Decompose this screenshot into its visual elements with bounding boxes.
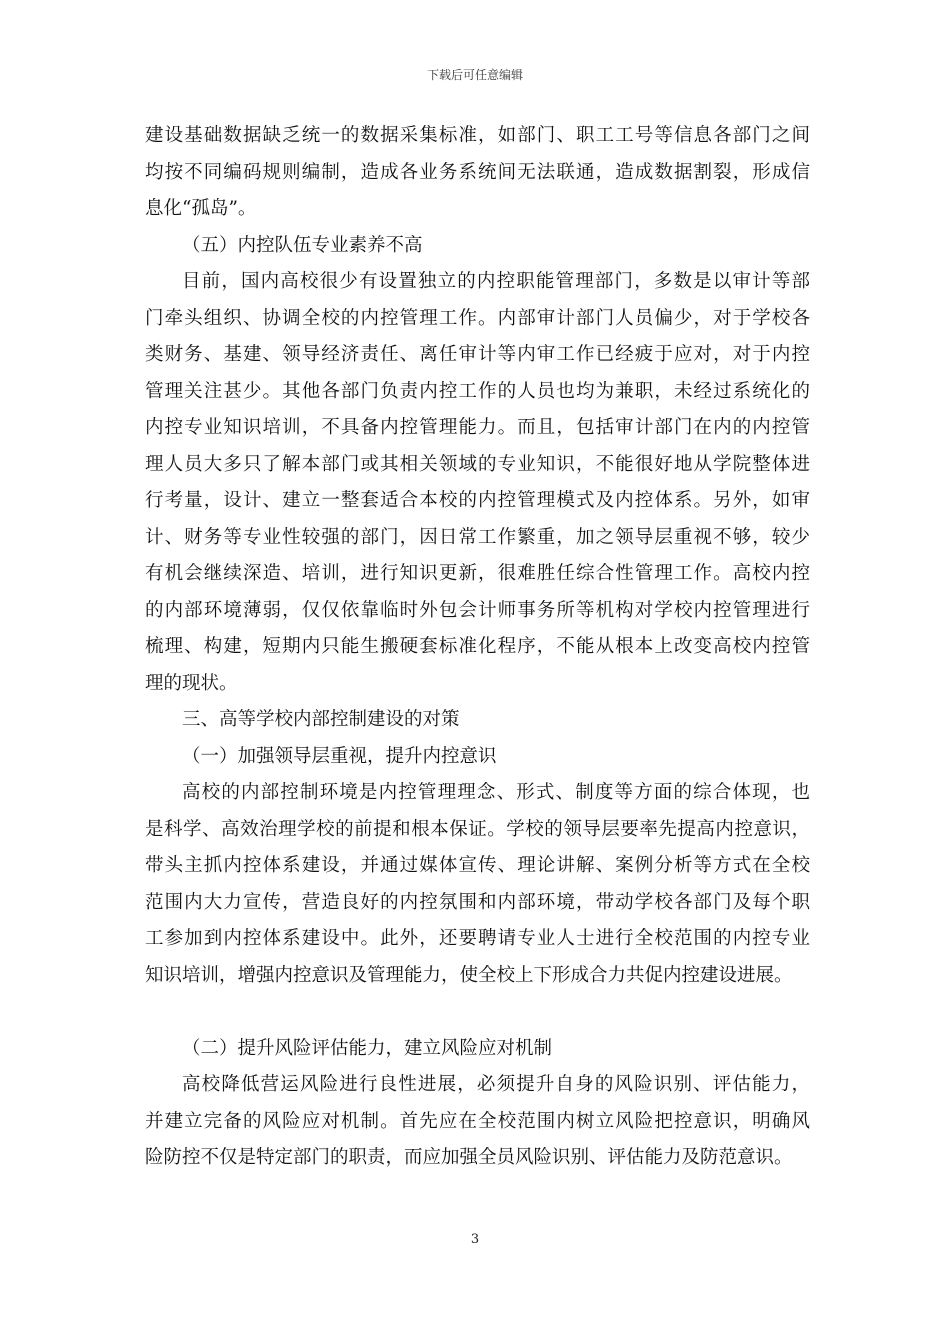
text-line: 管理关注甚少。其他各部门负责内控工作的人员也均为兼职，未经过系统化的: [145, 380, 810, 402]
text-line: 三、高等学校内部控制建设的对策: [182, 709, 460, 730]
text-line: 带头主抓内控体系建设，并通过媒体宣传、理论讲解、案例分析等方式在全校: [145, 855, 810, 876]
text-line: 理人员大多只了解本部门或其相关领域的专业知识，不能很好地从学院整体进: [145, 453, 810, 475]
text-line: 息化“孤岛”。: [145, 198, 257, 219]
text-line: 计、财务等专业性较强的部门，因日常工作繁重，加之领导层重视不够，较少: [145, 526, 810, 548]
text-line: （二）提升风险评估能力，建立风险应对机制: [182, 1037, 553, 1059]
text-line: 内控专业知识培训，不具备内控管理能力。而且，包括审计部门在内的内控管: [145, 417, 810, 438]
text-line: 工参加到内控体系建设中。此外，还要聘请专业人士进行全校范围的内控专业: [145, 928, 810, 949]
text-line: 均按不同编码规则编制，造成各业务系统间无法联通，造成数据割裂，形成信: [145, 161, 810, 183]
text-line: 类财务、基建、领导经济责任、离任审计等内审工作已经疲于应对，对于内控: [145, 344, 810, 365]
text-line: 有机会继续深造、培训，进行知识更新，很难胜任综合性管理工作。高校内控: [145, 563, 810, 584]
text-line: （五）内控队伍专业素养不高: [182, 234, 423, 256]
text-line: 理的现状。: [145, 672, 238, 694]
blank-line: [145, 994, 810, 1031]
page-number: 3: [470, 1232, 480, 1247]
text-line: 范围内大力宣传，营造良好的内控氛围和内部环境，带动学校各部门及每个职: [145, 891, 810, 913]
text-line: （一）加强领导层重视，提升内控意识: [182, 745, 497, 767]
text-line: 并建立完备的风险应对机制。首先应在全校范围内树立风险把控意识，明确风: [145, 1110, 810, 1132]
text-line: 梳理、构建，短期内只能生搬硬套标准化程序，不能从根本上改变高校内控管: [145, 636, 810, 657]
text-line: 行考量，设计、建立一整套适合本校的内控管理模式及内控体系。另外，如审: [145, 490, 810, 511]
text-line: 目前，国内高校很少有设置独立的内控职能管理部门，多数是以审计等部: [182, 271, 810, 292]
text-line: 险防控不仅是特定部门的职责，而应加强全员风险识别、评估能力及防范意识。: [145, 1147, 793, 1168]
text-line: 建设基础数据缺乏统一的数据采集标准，如部门、职工工号等信息各部门之间: [145, 125, 810, 146]
text-line: 门牵头组织、协调全校的内控管理工作。内部审计部门人员偏少，对于学校各: [145, 307, 810, 329]
text-line: 高校降低营运风险进行良性进展，必须提升自身的风险识别、评估能力，: [182, 1074, 810, 1095]
text-line: 的内部环境薄弱，仅仅依靠临时外包会计师事务所等机构对学校内控管理进行: [145, 599, 810, 621]
text-line: 知识培训，增强内控意识及管理能力，使全校上下形成合力共促内控建设进展。: [145, 964, 793, 986]
text-line: 高校的内部控制环境是内控管理理念、形式、制度等方面的综合体现，也: [182, 782, 810, 803]
page-header: 下载后可任意编辑: [426, 68, 523, 82]
text-line: 是科学、高效治理学校的前提和根本保证。学校的领导层要率先提高内控意识，: [145, 818, 810, 840]
document-body: [145, 118, 810, 1177]
